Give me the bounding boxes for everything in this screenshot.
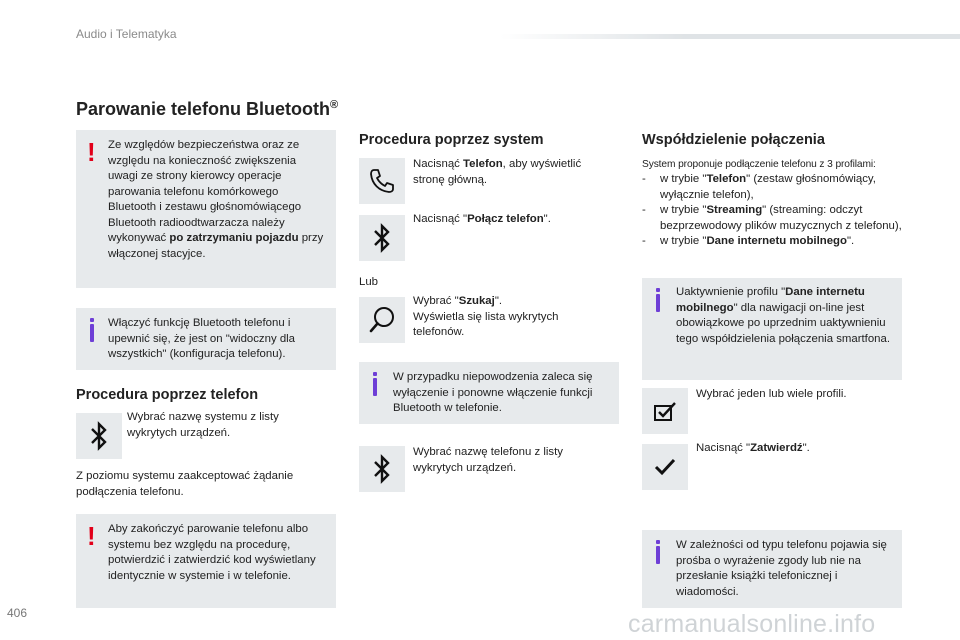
info-box-enable-bluetooth — [76, 308, 336, 370]
sharing-intro: System proponuje podłączenie telefonu z 3 profilami: — [642, 159, 876, 170]
info-icon — [90, 324, 94, 342]
phone-icon — [368, 167, 396, 195]
info-phonebook-text: W zależności od typu telefonu pojawia się prośba o wyrażenie zgody lub nie na przesłanie książki telefonicznej i wiadomości. — [676, 539, 887, 598]
info-icon — [656, 294, 660, 312]
header-section-title: Audio i Telematyka — [76, 27, 177, 41]
info-icon — [656, 546, 660, 564]
bluetooth-icon-box — [359, 215, 405, 261]
warning-safety-text: Ze względów bezpieczeństwa oraz ze względu na konieczność zwiększenia uwagi ze strony kierowcy operacje parowania telefonu komórkowego Bluetooth i zestawu głośnomówiącego Bluetooth radioodtwarzacza należy wykonywać po zatrzymaniu pojazdu przy włączonej stacyjce. — [108, 139, 324, 260]
info-icon — [373, 378, 377, 396]
info-box-retry — [359, 362, 619, 424]
checkbox-icon-box — [642, 388, 688, 434]
system-step-connect-phone: Nacisnąć "Połącz telefon". — [413, 213, 551, 225]
section-title-connection-sharing: Współdzielenie połączenia — [642, 132, 825, 148]
info-enable-bluetooth-text: Włączyć funkcję Bluetooth telefonu i upewnić się, że jest on "widoczny dla wszystkich" (konfiguracja telefonu). — [108, 317, 296, 360]
phone-step-select-system: Wybrać nazwę systemu z listy wykrytych urządzeń. — [127, 411, 279, 439]
page-title: Parowanie telefonu Bluetooth® — [76, 99, 339, 119]
info-retry-text: W przypadku niepowodzenia zaleca się wyłączenie i ponowne włączenie funkcji Bluetooth w telefonie. — [393, 371, 593, 414]
system-step-select-phone: Wybrać nazwę telefonu z listy wykrytych urządzeń. — [413, 446, 563, 474]
header-decor-bar — [500, 34, 960, 39]
sharing-step-confirm: Nacisnąć "Zatwierdź". — [696, 442, 810, 454]
list-item: - w trybie "Telefon" (zestaw głośnomówiący, wyłącznie telefon), — [642, 172, 904, 203]
info-mobile-data-text: Uaktywnienie profilu "Dane internetu mobilnego" dla nawigacji on-line jest obowiązkowe po uprzednim uaktywnieniu tego współdzielenia połączenia smartfona. — [676, 286, 891, 345]
system-or-label: Lub — [359, 276, 379, 288]
bluetooth-icon-box — [359, 446, 405, 492]
warning-box-confirm-code — [76, 514, 336, 608]
bluetooth-icon — [88, 421, 110, 451]
warning-confirm-code-text: Aby zakończyć parowanie telefonu albo systemu bez względu na procedurę, potwierdzić i zatwierdzić kod wyświetlany identycznie w systemie i w telefonie. — [108, 523, 316, 582]
search-icon — [367, 305, 397, 335]
phone-step-accept-request: Z poziomu systemu zaakceptować żądanie podłączenia telefonu. — [76, 470, 294, 498]
bluetooth-icon — [371, 454, 393, 484]
system-step-press-phone: Nacisnąć Telefon, aby wyświetlić stronę główną. — [413, 158, 582, 186]
sharing-step-select-profiles: Wybrać jeden lub wiele profili. — [696, 388, 847, 400]
bluetooth-icon — [371, 223, 393, 253]
section-title-system-procedure: Procedura poprzez system — [359, 132, 544, 148]
system-step-search: Wybrać "Szukaj". Wyświetla się lista wykrytych telefonów. — [413, 295, 559, 338]
section-title-phone-procedure: Procedura poprzez telefon — [76, 387, 259, 403]
checkmark-icon — [654, 458, 676, 476]
search-icon-box — [359, 297, 405, 343]
list-item: - w trybie "Dane internetu mobilnego". — [642, 234, 904, 250]
list-item: - w trybie "Streaming" (streaming: odczyt bezprzewodowy plików muzycznych z telefonu), — [642, 203, 904, 234]
checkmark-icon-box — [642, 444, 688, 490]
checkbox-icon — [653, 400, 677, 422]
warning-box-safety — [76, 130, 336, 288]
phone-icon-box — [359, 158, 405, 204]
page-number: 406 — [7, 606, 28, 620]
warning-exclamation-icon: ! — [87, 137, 96, 167]
warning-exclamation-icon: ! — [87, 521, 96, 551]
watermark-logo: carmanualsonline.info — [628, 610, 876, 638]
info-box-mobile-data — [642, 278, 902, 380]
bluetooth-icon-box — [76, 413, 122, 459]
profile-list — [642, 172, 904, 250]
info-box-phonebook — [642, 530, 902, 608]
